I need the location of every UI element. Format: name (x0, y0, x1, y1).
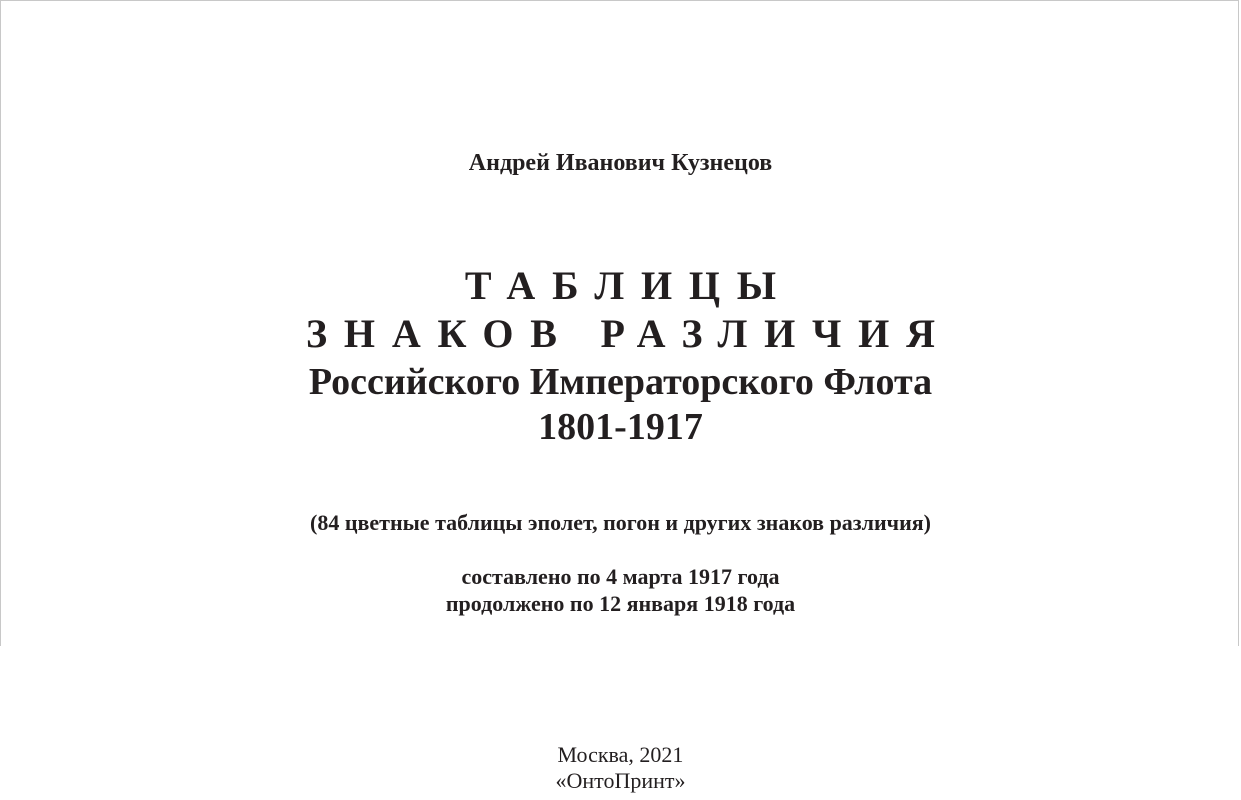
title-line-tables: ТАБЛИЦЫ (464, 263, 793, 308)
imprint-publisher: «ОнтоПринт» (555, 768, 686, 793)
subtitle-note: (84 цветные таблицы эполет, погон и других знаков различия) (310, 510, 931, 535)
title-line-navy: Российского Императорского Флота (308, 361, 933, 403)
continued-date-line: продолжено по 12 января 1918 года (445, 591, 796, 616)
compiled-date-line: составлено по 4 марта 1917 года (461, 564, 780, 589)
title-line-insignia: ЗНАКОВ РАЗЛИЧИЯ (306, 311, 952, 356)
imprint-city-year: Москва, 2021 (557, 742, 684, 767)
author-name: Андрей Иванович Кузнецов (468, 150, 773, 176)
title-line-years: 1801-1917 (538, 406, 703, 448)
